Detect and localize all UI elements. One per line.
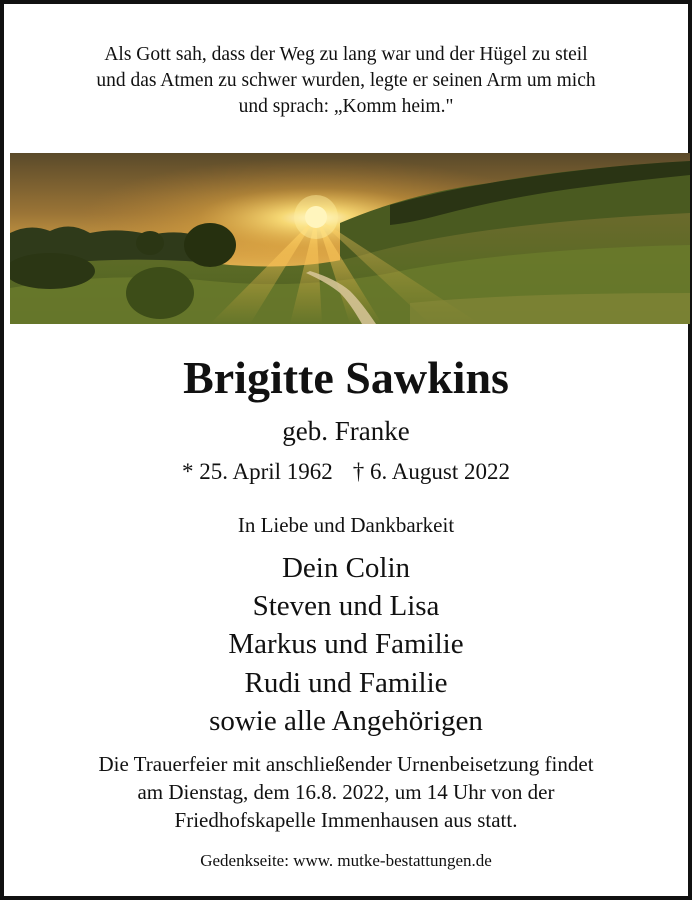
- memorial-quote: [4, 42, 688, 120]
- memorial-website: Gedenkseite: www. mutke-bestattungen.de: [200, 851, 492, 870]
- funeral-notice-line: Die Trauerfeier mit anschließender Urnenbeisetzung findet: [98, 752, 594, 776]
- mourners-intro: In Liebe und Dankbarkeit: [237, 513, 455, 537]
- quote-line: und sprach: „Komm heim.": [238, 96, 454, 117]
- quote-line: Als Gott sah, dass der Weg zu lang war und der Hügel zu steil: [104, 44, 588, 65]
- life-dates: [4, 457, 688, 487]
- birth-date: * 25. April 1962: [182, 459, 333, 484]
- sunset-landscape-image: [10, 153, 690, 324]
- funeral-notice-line: am Dienstag, dem 16.8. 2022, um 14 Uhr von der: [137, 780, 555, 804]
- funeral-notice: [4, 750, 688, 834]
- mourner-entry: Dein Colin: [281, 552, 411, 584]
- mourner-entry: Steven und Lisa: [252, 590, 440, 623]
- death-date: † 6. August 2022: [352, 459, 510, 484]
- mourner-entry: sowie alle Angehörigen: [209, 704, 483, 737]
- funeral-notice-line: Friedhofskapelle Immenhausen aus statt.: [174, 808, 518, 832]
- mourners-list: [4, 549, 688, 740]
- quote-line: und das Atmen zu schwer wurden, legte er seinen Arm um mich: [96, 70, 596, 91]
- deceased-name: Brigitte Sawkins: [183, 352, 509, 403]
- maiden-name: geb. Franke: [282, 416, 410, 446]
- mourner-entry: Rudi und Familie: [244, 666, 448, 699]
- mourner-entry: Markus und Familie: [228, 628, 464, 661]
